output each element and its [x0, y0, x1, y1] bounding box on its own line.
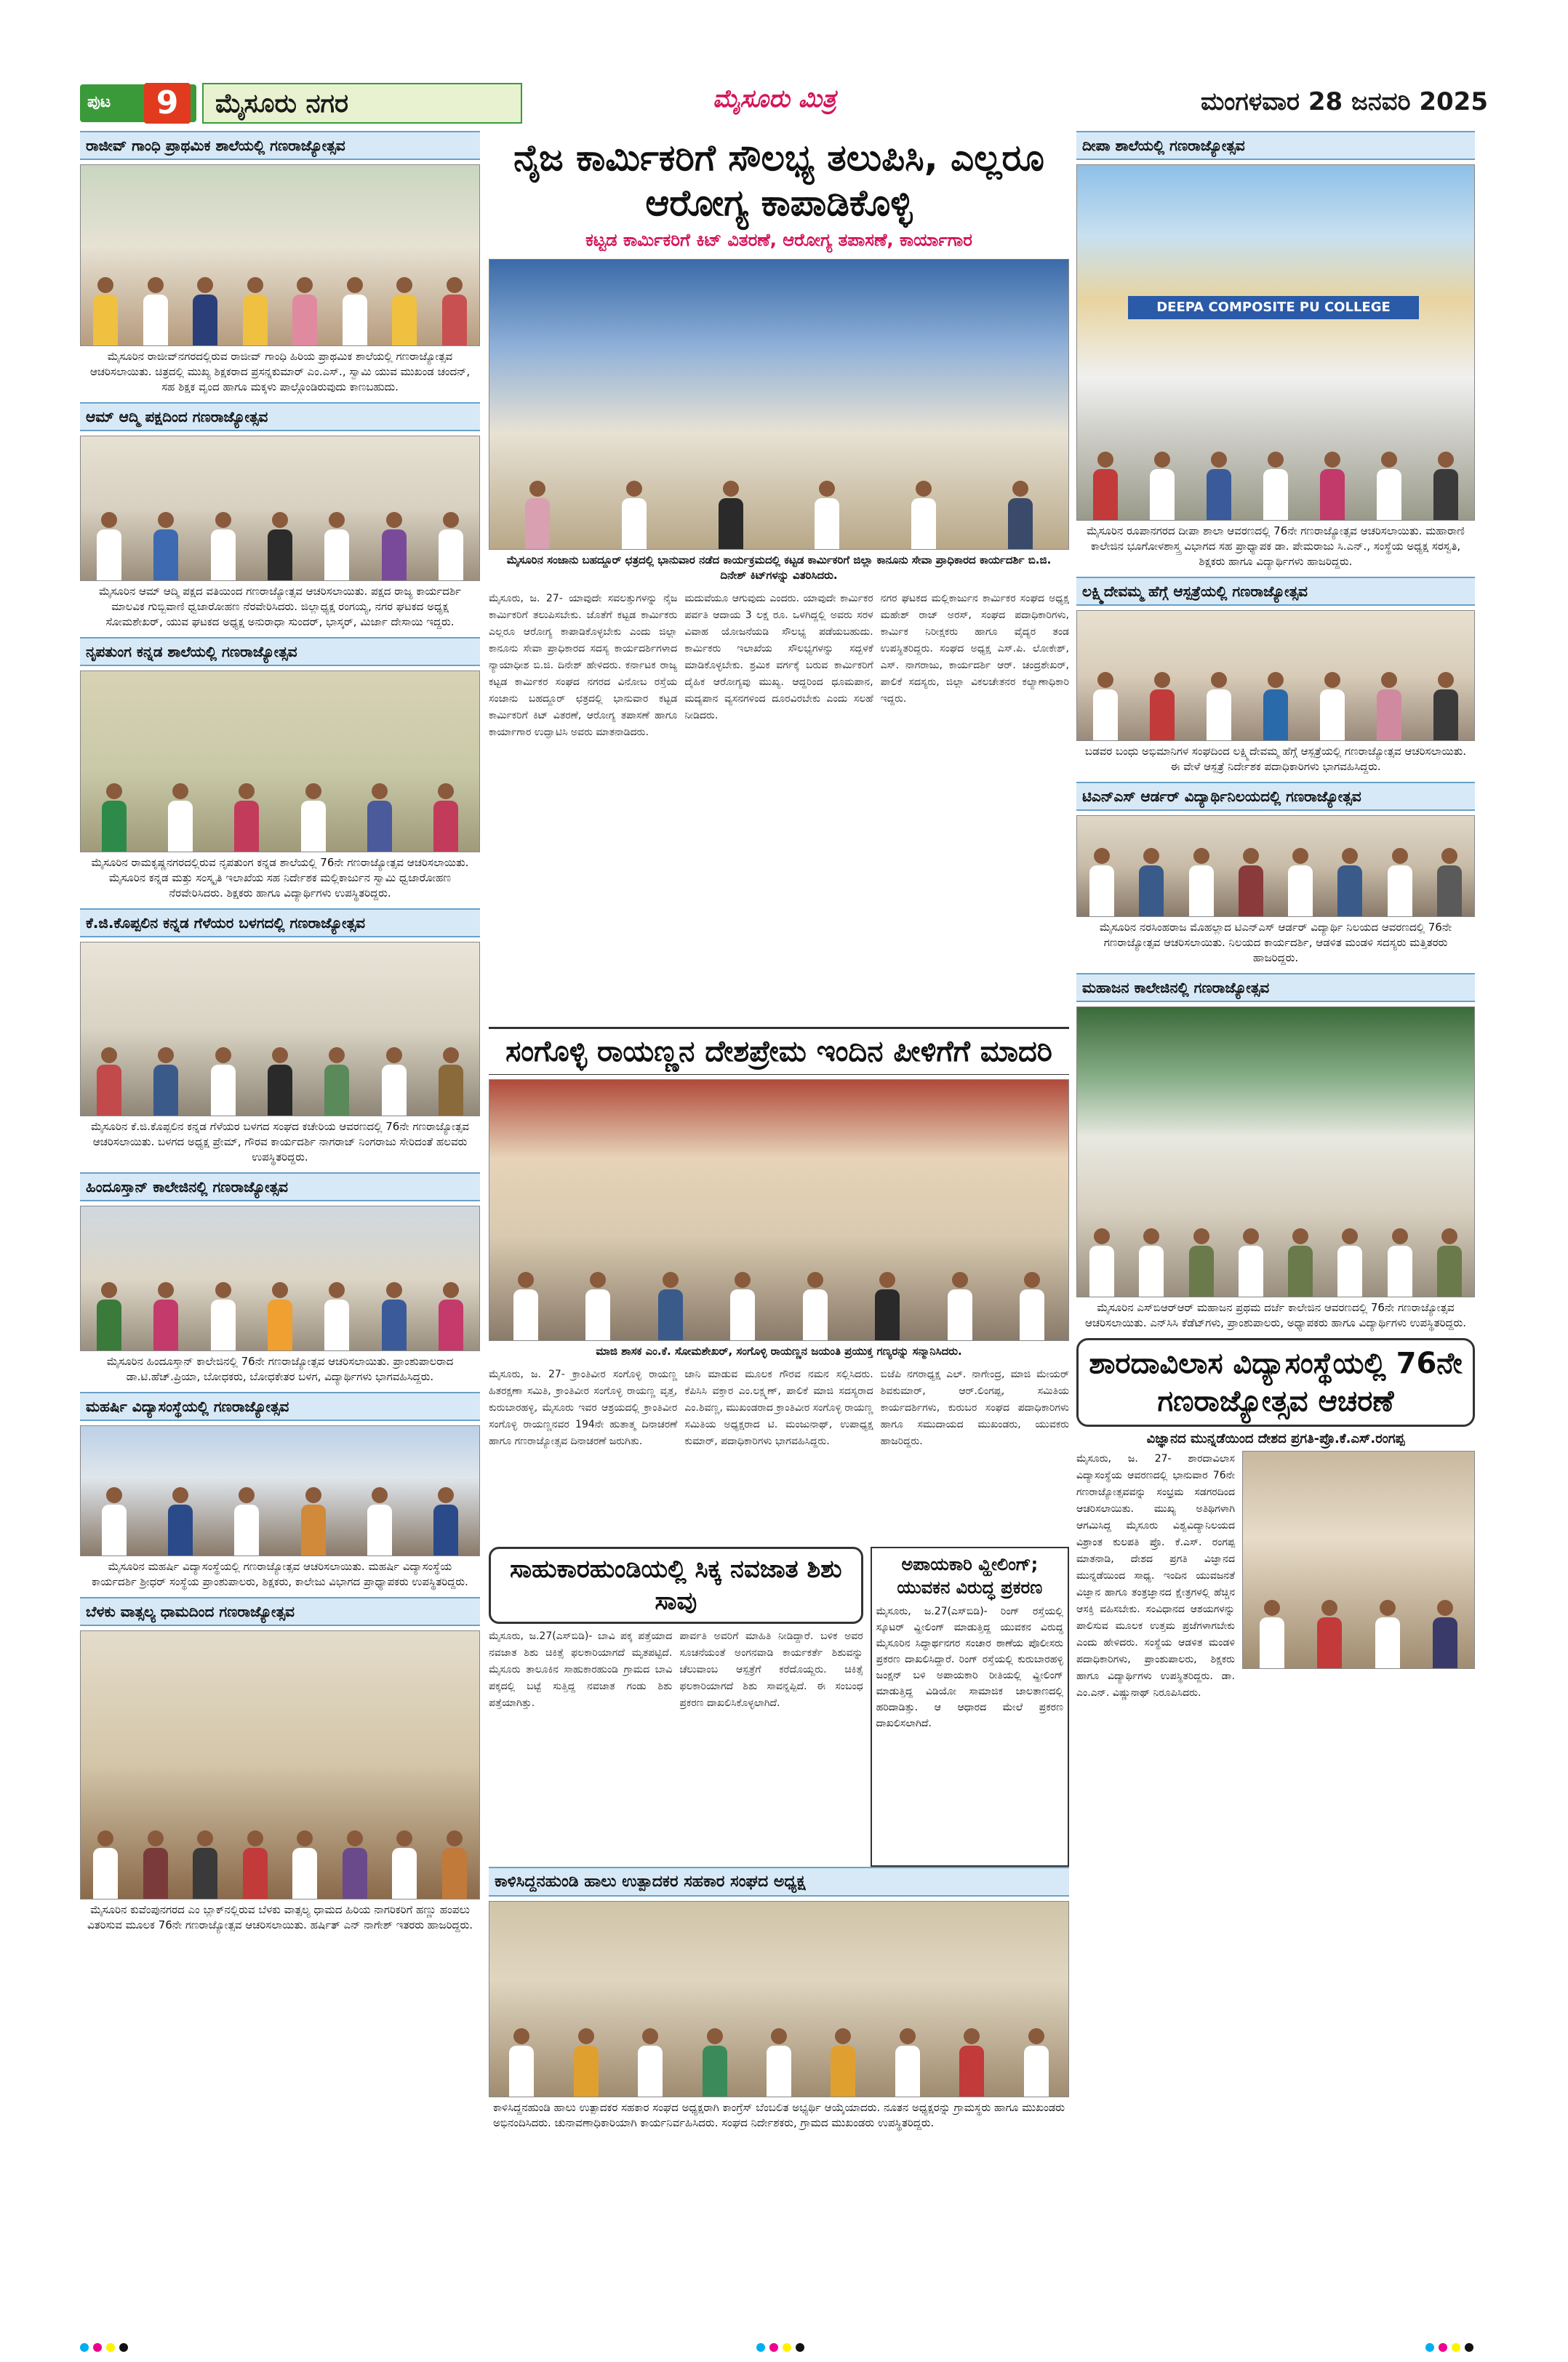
photo-caption: ಮೈಸೂರಿನ ರಾಜೀವ್‌ನಗರದಲ್ಲಿರುವ ರಾಜೀವ್ ಗಾಂಧಿ ಹಿರಿಯ ಪ್ರಾಥಮಿಕ ಶಾಲೆಯಲ್ಲಿ ಗಣರಾಜ್ಯೋತ್ಸವ ಆಚರಿಸಲಾಯಿತು. ಚಿತ್ರದಲ್ಲಿ ಮುಖ್ಯ ಶಿಕ್ಷಕರಾದ ಪ್ರಸನ್ನಕುಮಾರ್ ಎಂ.ಎಸ್., ಸ್ವಾಮಿ ಯುವ ಮುಖಂಡ ಚಂದನ್, ಸಹ ಶಿಕ್ಷಕ ವೃಂದ ಹಾಗೂ ಮಕ್ಕಳು ಪಾಲ್ಗೊಂಡಿರುವುದು ಕಾಣಬಹುದು. — [89, 350, 471, 393]
article-column: ಜಾನಿ ಮಾಡುವ ಮೂಲಕ ಗೌರವ ನಮನ ಸಲ್ಲಿಸಿದರು. ಕೆಪಿಸಿಸಿ ವಕ್ತಾರ ಎಂ.ಲಕ್ಷ್ಮಣ್, ಪಾಲಿಕೆ ಮಾಜಿ ಸದಸ್ಯರಾದ ಎಂ.ಶಿವಣ್ಣ, ಮುಖಂಡರಾದ ಕ್ರಾಂತಿವೀರ ಸಂಗೊಳ್ಳಿ ರಾಯಣ್ಣ ಸಮಿತಿಯ ಅಧ್ಯಕ್ಷರಾದ ಟಿ. ಮಂಜುನಾಥ್, ಉಪಾಧ್ಯಕ್ಷ ಕುಮಾರ್, ಪದಾಧಿಕಾರಿಗಳು ಭಾಗವಹಿಸಿದ್ದರು. — [684, 1369, 873, 1447]
feature-headline: ಶಾರದಾವಿಲಾಸ ವಿದ್ಯಾಸಂಸ್ಥೆಯಲ್ಲಿ 76ನೇ ಗಣರಾಜ್ಯೋತ್ಸವ ಆಚರಣೆ — [1076, 1338, 1475, 1427]
news-item — [1076, 782, 1475, 973]
paper-logo — [713, 84, 887, 122]
story2-photo — [489, 1079, 1069, 1341]
section-tab — [202, 83, 522, 124]
masthead — [80, 80, 1488, 127]
article-column: ಪಾರ್ವತಿ ಅವರಿಗೆ ಮಾಹಿತಿ ನೀಡಿದ್ದಾರೆ. ಬಳಿಕ ಅವರ ಸೂಚನೆಯಂತೆ ಅಂಗನವಾಡಿ ಕಾರ್ಯಕರ್ತೆ ಶಿಶುವನ್ನು ಚೆಲುವಾಂಬ ಆಸ್ಪತ್ರೆಗೆ ಕರೆದೊಯ್ದರು. ಚಿಕಿತ್ಸೆ ಫಲಕಾರಿಯಾಗದೆ ಶಿಶು ಸಾವನ್ನಪ್ಪಿದೆ. ಈ ಸಂಬಂಧ ಪ್ರಕರಣ ದಾಖಲಿಸಿಕೊಳ್ಳಲಾಗಿದೆ. — [679, 1630, 863, 1709]
story4-headline: ಅಪಾಯಕಾರಿ ವ್ಹೀಲಿಂಗ್; ಯುವಕನ ವಿರುದ್ಧ ಪ್ರಕರಣ — [897, 1554, 1043, 1598]
item-headline: ಬೆಳಕು ವಾತ್ಸಲ್ಯ ಧಾಮದಿಂದ ಗಣರಾಜ್ಯೋತ್ಸವ — [80, 1597, 480, 1626]
lead-caption: ಮೈಸೂರಿನ ಸಂಜಾನು ಬಹದ್ದೂರ್ ಛತ್ರದಲ್ಲಿ ಭಾನುವಾರ ನಡೆದ ಕಾರ್ಯಕ್ರಮದಲ್ಲಿ ಕಟ್ಟಡ ಕಾರ್ಮಿಕರಿಗೆ ಜಿಲ್ಲಾ ಕಾನೂನು ಸೇವಾ ಪ್ರಾಧಿಕಾರದ ಕಾರ್ಯದರ್ಶಿ ಬಿ.ಜಿ. ದಿನೇಶ್ ಕಿಟ್‌ಗಳನ್ನು ವಿತರಿಸಿದರು. — [506, 553, 1052, 582]
article-column: ಮದುವೆಯೂ ಆಗುವುದು ಎಂದರು. ಯಾವುದೇ ಕಾರ್ಮಿಕರ ಪರ್ವತಿ ಆದಾಯ 3 ಲಕ್ಷ ರೂ. ಒಳಗಿದ್ದಲ್ಲಿ ಅವರು ಸರಳ ವಿವಾಹ ಯೋಜನೆಯಡಿ ಸೌಲಭ್ಯ ಪಡೆಯಬಹುದು. ಕಾರ್ಮಿಕರು ಇಲಾಖೆಯ ಸೌಲಭ್ಯಗಳನ್ನು ಸದ್ಬಳಕೆ ಮಾಡಿಕೊಳ್ಳಬೇಕು. ಶ್ರಮಿಕ ವರ್ಗಕ್ಕೆ ಬರುವ ಕಾರ್ಮಿಕರಿಗೆ ದೈಹಿಕ ಆರೋಗ್ಯವು ಮುಖ್ಯ. ಆದ್ದರಿಂದ ಧೂಮಪಾನ, ಮದ್ಯಪಾನ ವ್ಯಸನಗಳಿಂದ ದೂರವಿರಬೇಕು ಎಂದು ಸಲಹೆ ನೀಡಿದರು. — [684, 593, 873, 721]
news-photo — [1076, 164, 1475, 521]
news-item — [80, 908, 480, 1172]
news-item — [80, 402, 480, 637]
photo-caption: ಮೈಸೂರಿನ ಕುವೆಂಪುನಗರದ ಎಂ ಬ್ಲಾಕ್‌ನಲ್ಲಿರುವ ಬೆಳಕು ವಾತ್ಸಲ್ಯ ಧಾಮದ ಹಿರಿಯ ನಾಗರಿಕರಿಗೆ ಹಣ್ಣು ಹಂಪಲು ವಿತರಿಸುವ ಮೂಲಕ 76ನೇ ಗಣರಾಜ್ಯೋತ್ಸವ ಆಚರಿಸಲಾಯಿತು. ಹರ್ಷಿತ್ ಎನ್ ನಾಗೇಶ್ ಇತರರು ಹಾಜರಿದ್ದರು. — [87, 1903, 473, 1931]
story4 — [871, 1547, 1069, 1867]
news-photo — [1076, 610, 1475, 741]
news-item — [1076, 973, 1475, 1338]
story3-headline: ಸಾಹುಕಾರಹುಂಡಿಯಲ್ಲಿ ಸಿಕ್ಕ ನವಜಾತ ಶಿಶು ಸಾವು — [489, 1547, 863, 1624]
story5-caption: ಕಾಳಿಸಿದ್ದನಹುಂಡಿ ಹಾಲು ಉತ್ಪಾದಕರ ಸಹಕಾರ ಸಂಘದ ಅಧ್ಯಕ್ಷರಾಗಿ ಕಾಂಗ್ರೆಸ್ ಬೆಂಬಲಿತ ಅಭ್ಯರ್ಥಿ ಆಯ್ಕೆಯಾದರು. ನೂತನ ಅಧ್ಯಕ್ಷರನ್ನು ಗ್ರಾಮಸ್ಥರು ಹಾಗೂ ಮುಖಂಡರು ಅಭಿನಂದಿಸಿದರು. ಚುನಾವಣಾಧಿಕಾರಿಯಾಗಿ ಕಾರ್ಯನಿರ್ವಹಿಸಿದರು. ಸಂಘದ ನಿರ್ದೇಶಕರು, ಗ್ರಾಮದ ಮುಖಂಡರು ಉಪಸ್ಥಿತರಿದ್ದರು. — [493, 2101, 1065, 2129]
news-photo — [80, 164, 480, 346]
section-title: ಮೈಸೂರು ನಗರ — [215, 89, 349, 119]
news-photo — [1076, 1006, 1475, 1297]
article-column: ಮೈಸೂರು, ಜ.27(ಎಸ್‌ಬಿಡಿ)- ಬಾವಿ ಪಕ್ಕ ಪತ್ತೆಯಾದ ನವಜಾತ ಶಿಶು ಚಿಕಿತ್ಸೆ ಫಲಕಾರಿಯಾಗದೆ ಮೃತಪಟ್ಟಿದೆ. ಮೈಸೂರು ತಾಲೂಕಿನ ಸಾಹುಕಾರಹುಂಡಿ ಗ್ರಾಮದ ಬಾವಿ ಪಕ್ಕದಲ್ಲಿ ಬಟ್ಟೆ ಸುತ್ತಿದ್ದ ನವಜಾತ ಗಂಡು ಶಿಶು ಪತ್ತೆಯಾಗಿತ್ತು. — [489, 1630, 673, 1709]
photo-caption: ಮೈಸೂರಿನ ಎಸ್‌ಬಿಆರ್‌ಆರ್ ಮಹಾಜನ ಪ್ರಥಮ ದರ್ಜೆ ಕಾಲೇಜಿನ ಆವರಣದಲ್ಲಿ 76ನೇ ಗಣರಾಜ್ಯೋತ್ಸವ ಆಚರಿಸಲಾಯಿತು. ಎನ್‌ಸಿಸಿ ಕೆಡೆಟ್‌ಗಳು, ಪ್ರಾಂಶುಪಾಲರು, ಅಧ್ಯಾಪಕರು ಹಾಗೂ ವಿದ್ಯಾರ್ಥಿಗಳು ಉಪಸ್ಥಿತರಿದ್ದರು. — [1084, 1301, 1467, 1329]
printer-marks — [1425, 2343, 1473, 2352]
news-item — [80, 637, 480, 908]
lead-article-text — [489, 590, 1069, 1027]
news-photo — [80, 1630, 480, 1899]
feature-text-content: ಮೈಸೂರು, ಜ. 27- ಶಾರದಾವಿಲಾಸ ವಿದ್ಯಾಸಂಸ್ಥೆಯ ಆವರಣದಲ್ಲಿ ಭಾನುವಾರ 76ನೇ ಗಣರಾಜ್ಯೋತ್ಸವವನ್ನು ಸಂಭ್ರಮ ಸಡಗರದಿಂದ ಆಚರಿಸಲಾಯಿತು. ಮುಖ್ಯ ಅತಿಥಿಗಳಾಗಿ ಆಗಮಿಸಿದ್ದ ಮೈಸೂರು ವಿಶ್ವವಿದ್ಯಾನಿಲಯದ ವಿಶ್ರಾಂತ ಕುಲಪತಿ ಪ್ರೊ. ಕೆ.ಎಸ್. ರಂಗಪ್ಪ ಮಾತನಾಡಿ, ದೇಶದ ಪ್ರಗತಿ ವಿಜ್ಞಾನದ ಮುನ್ನಡೆಯಿಂದ ಸಾಧ್ಯ. ಇಂದಿನ ಯುವಜನತೆ ವಿಜ್ಞಾನ ಹಾಗೂ ತಂತ್ರಜ್ಞಾನದ ಕ್ಷೇತ್ರಗಳಲ್ಲಿ ಹೆಚ್ಚಿನ ಆಸಕ್ತಿ ವಹಿಸಬೇಕು. ಸಂವಿಧಾನದ ಆಶಯಗಳನ್ನು ಪಾಲಿಸುವ ಮೂಲಕ ಉತ್ತಮ ಪ್ರಜೆಗಳಾಗಬೇಕು ಎಂದು ಹೇಳಿದರು. ಸಂಸ್ಥೆಯ ಆಡಳಿತ ಮಂಡಳಿ ಪದಾಧಿಕಾರಿಗಳು, ಪ್ರಾಂಶುಪಾಲರು, ಶಿಕ್ಷಕರು ಹಾಗೂ ವಿದ್ಯಾರ್ಥಿಗಳು ಉಪಸ್ಥಿತರಿದ್ದರು. ಡಾ. ಎಂ.ಎನ್. ವಿಷ್ಣುನಾಥ್ ನಿರೂಪಿಸಿದರು. — [1076, 1453, 1235, 1699]
feature-photo — [1242, 1451, 1475, 1669]
photo-caption: ಮೈಸೂರಿನ ಆಮ್ ಆದ್ಮಿ ಪಕ್ಷದ ವತಿಯಿಂದ ಗಣರಾಜ್ಯೋತ್ಸವ ಆಚರಿಸಲಾಯಿತು. ಪಕ್ಷದ ರಾಜ್ಯ ಕಾರ್ಯದರ್ಶಿ ಮಾಲವಿಕ ಗುಬ್ಬಿವಾಣಿ ಧ್ವಜಾರೋಹಣ ನೆರವೇರಿಸಿದರು. ಜಿಲ್ಲಾಧ್ಯಕ್ಷ ರಂಗಯ್ಯ, ನಗರ ಘಟಕದ ಅಧ್ಯಕ್ಷ ಸೋಮಶೇಖರ್, ಯುವ ಘಟಕದ ಅಧ್ಯಕ್ಷ ಅನುರಾಧಾ ಸುಂದರ್, ಭಾಸ್ಕರ್, ಮಿರ್ಜಾ ದೇಸಾಯಿ ಇದ್ದರು. — [99, 585, 461, 628]
news-photo — [80, 436, 480, 581]
college-banner: DEEPA COMPOSITE PU COLLEGE — [1128, 296, 1419, 319]
story5-headline: ಕಾಳಿಸಿದ್ದನಹುಂಡಿ ಹಾಲು ಉತ್ಪಾದಕರ ಸಹಕಾರ ಸಂಘದ ಅಧ್ಯಕ್ಷ — [489, 1867, 1069, 1897]
printer-marks — [80, 2343, 128, 2352]
article-column: ಬಿಜೆಪಿ ನಗರಾಧ್ಯಕ್ಷ ಎಲ್. ನಾಗೇಂದ್ರ, ಮಾಜಿ ಮೇಯರ್ ಶಿವಕುಮಾರ್, ಆರ್.ಲಿಂಗಪ್ಪ, ಸಮಿತಿಯ ಕಾರ್ಯದರ್ಶಿಗಳು, ಕುರುಬರ ಸಂಘದ ಪದಾಧಿಕಾರಿಗಳು ಹಾಗೂ ಸಮುದಾಯದ ಮುಖಂಡರು, ಯುವಕರು ಹಾಜರಿದ್ದರು. — [880, 1369, 1069, 1447]
lead-headline: ನೈಜ ಕಾರ್ಮಿಕರಿಗೆ ಸೌಲಭ್ಯ ತಲುಪಿಸಿ, ಎಲ್ಲರೂ ಆರೋಗ್ಯ ಕಾಪಾಡಿಕೊಳ್ಳಿ — [513, 137, 1044, 224]
story5-photo — [489, 1901, 1069, 2097]
photo-caption: ಮೈಸೂರಿನ ರೂಪಾನಗರದ ದೀಪಾ ಶಾಲಾ ಆವರಣದಲ್ಲಿ 76ನೇ ಗಣರಾಜ್ಯೋತ್ಸವ ಆಚರಿಸಲಾಯಿತು. ಮಹಾರಾಣಿ ಕಾಲೇಜಿನ ಭೂಗೋಳಶಾಸ್ತ್ರ ವಿಭಾಗದ ಸಹ ಪ್ರಾಧ್ಯಾಪಕ ಡಾ. ಪೇಮರಾಜು ಸಿ.ಎನ್., ಸಂಸ್ಥೆಯ ಅಧ್ಯಕ್ಷ ಸರಸ್ವತಿ, ಶಿಕ್ಷಕರು ಹಾಗೂ ವಿದ್ಯಾರ್ಥಿಗಳು ಹಾಜರಿದ್ದರು. — [1087, 524, 1465, 568]
photo-caption: ಮೈಸೂರಿನ ಕೆ.ಜಿ.ಕೊಪ್ಪಲಿನ ಕನ್ನಡ ಗೆಳೆಯರ ಬಳಗದ ಸಂಘದ ಕಚೇರಿಯ ಆವರಣದಲ್ಲಿ 76ನೇ ಗಣರಾಜ್ಯೋತ್ಸವ ಆಚರಿಸಲಾಯಿತು. ಬಳಗದ ಅಧ್ಯಕ್ಷ ಪ್ರೇಮ್, ಗೌರವ ಕಾರ್ಯದರ್ಶಿ ನಾಗರಾಜ್ ನಿಂಗರಾಜು ಸೇರಿದಂತೆ ಹಲವರು ಉಪಸ್ಥಿತರಿದ್ದರು. — [90, 1120, 470, 1164]
news-item — [1076, 577, 1475, 782]
photo-caption: ಮೈಸೂರಿನ ರಾಮಕೃಷ್ಣನಗರದಲ್ಲಿರುವ ನೃಪತುಂಗ ಕನ್ನಡ ಶಾಲೆಯಲ್ಲಿ 76ನೇ ಗಣರಾಜ್ಯೋತ್ಸವ ಆಚರಿಸಲಾಯಿತು. ಮೈಸೂರಿನ ಕನ್ನಡ ಮತ್ತು ಸಂಸ್ಕೃತಿ ಇಲಾಖೆಯ ಸಹ ನಿರ್ದೇಶಕ ಮಲ್ಲಿಕಾರ್ಜುನ ಸ್ವಾಮಿ ಧ್ವಜಾರೋಹಣ ನೆರವೇರಿಸಿದರು. ಶಿಕ್ಷಕರು ಹಾಗೂ ವಿದ್ಯಾರ್ಥಿಗಳು ಉಪಸ್ಥಿತರಿದ್ದರು. — [91, 856, 469, 900]
item-headline: ಕೆ.ಜಿ.ಕೊಪ್ಪಲಿನ ಕನ್ನಡ ಗೆಳೆಯರ ಬಳಗದಲ್ಲಿ ಗಣರಾಜ್ಯೋತ್ಸವ — [80, 908, 480, 937]
issue-date: ಮಂಗಳವಾರ 28 ಜನವರಿ 2025 — [1200, 87, 1488, 116]
bottom-stories — [489, 1547, 1069, 1867]
feature-subheadline: ವಿಜ್ಞಾನದ ಮುನ್ನಡೆಯಿಂದ ದೇಶದ ಪ್ರಗತಿ-ಪ್ರೊ.ಕೆ.ಎಸ್.ರಂಗಪ್ಪ — [1146, 1431, 1405, 1446]
news-item — [1076, 131, 1475, 577]
photo-caption: ಮೈಸೂರಿನ ನರಸಿಂಹರಾಜ ಮೊಹಲ್ಲಾದ ಟಿಎನ್‌ಎಸ್ ಆರ್ಡರ್ ವಿದ್ಯಾರ್ಥಿ ನಿಲಯದ ಆವರಣದಲ್ಲಿ 76ನೇ ಗಣರಾಜ್ಯೋತ್ಸವ ಆಚರಿಸಲಾಯಿತು. ನಿಲಯದ ಕಾರ್ಯದರ್ಶಿ, ಆಡಳಿತ ಮಂಡಳಿ ಸದಸ್ಯರು ಮತ್ತಿತರರು ಹಾಜರಿದ್ದರು. — [1099, 921, 1452, 964]
right-column — [1076, 131, 1475, 1931]
feature-body — [1076, 1451, 1475, 1931]
page-number: 9 — [144, 83, 191, 124]
photo-caption: ಬಡವರ ಬಂಧು ಅಭಿಮಾನಿಗಳ ಸಂಘದಿಂದ ಲಕ್ಷ್ಮಿದೇವಮ್ಮ ಹೆಗ್ಗೆ ಆಸ್ಪತ್ರೆಯಲ್ಲಿ ಗಣರಾಜ್ಯೋತ್ಸವ ಆಚರಿಸಲಾಯಿತು. ಈ ವೇಳೆ ಆಸ್ಪತ್ರೆ ನಿರ್ದೇಶಕ ಪದಾಧಿಕಾರಿಗಳು ಭಾಗವಹಿಸಿದ್ದರು. — [1084, 745, 1467, 773]
lead-photo — [489, 259, 1069, 550]
photo-caption: ಮೈಸೂರಿನ ಮಹರ್ಷಿ ವಿದ್ಯಾಸಂಸ್ಥೆಯಲ್ಲಿ ಗಣರಾಜ್ಯೋತ್ಸವ ಆಚರಿಸಲಾಯಿತು. ಮಹರ್ಷಿ ವಿದ್ಯಾಸಂಸ್ಥೆಯ ಕಾರ್ಯದರ್ಶಿ ಶ್ರೀಧರ್ ಸಂಸ್ಥೆಯ ಪ್ರಾಂಶುಪಾಲರು, ಶಿಕ್ಷಕರು, ಕಾಲೇಜು ವಿಭಾಗದ ಪ್ರಾಧ್ಯಾಪಕರು ಉಪಸ್ಥಿತರಿದ್ದರು. — [92, 1560, 468, 1588]
news-item — [80, 131, 480, 402]
page-label: ಪುಟ — [87, 93, 111, 111]
feature-story — [1076, 1338, 1475, 1931]
photo-caption: ಮೈಸೂರಿನ ಹಿಂದೂಸ್ತಾನ್ ಕಾಲೇಜಿನಲ್ಲಿ 76ನೇ ಗಣರಾಜ್ಯೋತ್ಸವ ಆಚರಿಸಲಾಯಿತು. ಪ್ರಾಂಶುಪಾಲರಾದ ಡಾ.ಟಿ.ಹೆಚ್.ಪ್ರಿಯಾ, ಬೋಧಕರು, ಬೋಧಕೇತರ ಬಳಗ, ವಿದ್ಯಾರ್ಥಿಗಳು ಭಾಗವಹಿಸಿದ್ದರು. — [106, 1355, 454, 1383]
news-photo — [80, 670, 480, 852]
item-headline: ಮಹರ್ಷಿ ವಿದ್ಯಾಸಂಸ್ಥೆಯಲ್ಲಿ ಗಣರಾಜ್ಯೋತ್ಸವ — [80, 1392, 480, 1421]
story2-text — [489, 1366, 1069, 1541]
news-item — [80, 1597, 480, 1940]
news-item — [80, 1392, 480, 1597]
news-photo — [80, 1425, 480, 1556]
item-headline: ಆಮ್ ಆದ್ಮಿ ಪಕ್ಷದಿಂದ ಗಣರಾಜ್ಯೋತ್ಸವ — [80, 402, 480, 431]
item-headline: ನೃಪತುಂಗ ಕನ್ನಡ ಶಾಲೆಯಲ್ಲಿ ಗಣರಾಜ್ಯೋತ್ಸವ — [80, 637, 480, 666]
story2-caption: ಮಾಜಿ ಶಾಸಕ ಎಂ.ಕೆ. ಸೋಮಶೇಖರ್, ಸಂಗೊಳ್ಳಿ ರಾಯಣ್ಣನ ಜಯಂತಿ ಪ್ರಯುಕ್ತ ಗಣ್ಯರನ್ನು ಸನ್ಮಾನಿಸಿದರು. — [596, 1345, 962, 1358]
article-column: ಮೈಸೂರು, ಜ. 27- ಯಾವುದೇ ಸವಲತ್ತುಗಳನ್ನು ನೈಜ ಕಾರ್ಮಿಕರಿಗೆ ತಲುಪಿಸಬೇಕು. ಜೊತೆಗೆ ಕಟ್ಟಡ ಕಾರ್ಮಿಕರು ಎಲ್ಲರೂ ಆರೋಗ್ಯ ಕಾಪಾಡಿಕೊಳ್ಳಬೇಕು ಎಂದು ಜಿಲ್ಲಾ ಕಾನೂನು ಸೇವಾ ಪ್ರಾಧಿಕಾರದ ಸದಸ್ಯ ಕಾರ್ಯದರ್ಶಿಗಳಾದ ನ್ಯಾಯಾಧೀಶ ಬಿ.ಜಿ. ದಿನೇಶ್ ಹೇಳಿದರು. ಕರ್ನಾಟಕ ರಾಜ್ಯ ಕಟ್ಟಡ ಕಾರ್ಮಿಕರ ಸಂಘದ ನಗರದ ವಿನೋಬ ರಸ್ತೆಯ ಸಂಜಾನು ಬಹದ್ದೂರ್ ಛತ್ರದಲ್ಲಿ ಭಾನುವಾರ ಕಟ್ಟಡ ಕಾರ್ಮಿಕರಿಗೆ ಕಿಟ್ ವಿತರಣೆ, ಆರೋಗ್ಯ ತಪಾಸಣೆ ಹಾಗೂ ಕಾರ್ಯಾಗಾರ ಉದ್ಘಾಟಿಸಿ ಅವರು ಮಾತನಾಡಿದರು. — [489, 593, 678, 738]
center-column — [489, 131, 1069, 2163]
paper-name: ಮೈಸೂರು ಮಿತ್ರ — [713, 84, 836, 113]
story2-headline: ಸಂಗೊಳ್ಳಿ ರಾಯಣ್ಣನ ದೇಶಪ್ರೇಮ ಇಂದಿನ ಪೀಳಿಗೆಗೆ ಮಾದರಿ — [489, 1027, 1069, 1075]
item-headline: ಲಕ್ಷ್ಮಿದೇವಮ್ಮ ಹೆಗ್ಗೆ ಆಸ್ಪತ್ರೆಯಲ್ಲಿ ಗಣರಾಜ್ಯೋತ್ಸವ — [1076, 577, 1475, 606]
news-photo — [80, 942, 480, 1116]
news-photo — [80, 1206, 480, 1351]
item-headline: ಹಿಂದೂಸ್ತಾನ್ ಕಾಲೇಜಿನಲ್ಲಿ ಗಣರಾಜ್ಯೋತ್ಸವ — [80, 1172, 480, 1201]
article-column: ಮೈಸೂರು, ಜ. 27- ಕ್ರಾಂತಿವೀರ ಸಂಗೊಳ್ಳಿ ರಾಯಣ್ಣ ಹಿತರಕ್ಷಣಾ ಸಮಿತಿ, ಕ್ರಾಂತಿವೀರ ಸಂಗೊಳ್ಳಿ ರಾಯಣ್ಣ ವೃತ್ತ, ಕುರುಬಾರಹಳ್ಳಿ, ಮೈಸೂರು ಇವರ ಆಶ್ರಯದಲ್ಲಿ ಕ್ರಾಂತಿವೀರ ಸಂಗೊಳ್ಳಿ ರಾಯಣ್ಣನವರ 194ನೇ ಹುತಾತ್ಮ ದಿನಾಚರಣೆ ಹಾಗೂ ಗಣರಾಜ್ಯೋತ್ಸವ ದಿನಾಚರಣೆ ಜರುಗಿತು. — [489, 1369, 678, 1447]
item-headline: ಟಿಎನ್‌ಎಸ್ ಆರ್ಡರ್ ವಿದ್ಯಾರ್ಥಿನಿಲಯದಲ್ಲಿ ಗಣರಾಜ್ಯೋತ್ಸವ — [1076, 782, 1475, 811]
printer-marks — [756, 2343, 804, 2352]
item-headline: ಮಹಾಜನ ಕಾಲೇಜಿನಲ್ಲಿ ಗಣರಾಜ್ಯೋತ್ಸವ — [1076, 973, 1475, 1002]
page-badge — [80, 84, 196, 122]
item-headline: ರಾಜೀವ್ ಗಾಂಧಿ ಪ್ರಾಥಮಿಕ ಶಾಲೆಯಲ್ಲಿ ಗಣರಾಜ್ಯೋತ್ಸವ — [80, 131, 480, 160]
article-column: ನಗರ ಘಟಕದ ಮಲ್ಲಿಕಾರ್ಜುನ ಕಾರ್ಮಿಕರ ಸಂಘದ ಅಧ್ಯಕ್ಷ ಮಹೇಶ್ ರಾಜ್ ಅರಸ್, ಸಂಘದ ಪದಾಧಿಕಾರಿಗಳು, ಕಾರ್ಮಿಕ ನಿರೀಕ್ಷಕರು ಹಾಗೂ ವೈದ್ಯರ ತಂಡ ಉಪಸ್ಥಿತರಿದ್ದರು. ಸಂಘದ ಅಧ್ಯಕ್ಷ ಎಸ್.ಪಿ. ಲೋಕೇಶ್, ಎಸ್. ನಾಗರಾಜು, ಕಾರ್ಯದರ್ಶಿ ಆರ್. ಚಂದ್ರಶೇಖರ್, ಪಾಲಿಕೆ ಸದಸ್ಯರು, ಜಿಲ್ಲಾ ವಿಕಲಚೇತನರ ಕಲ್ಯಾಣಾಧಿಕಾರಿ ಇದ್ದರು. — [880, 593, 1069, 705]
story4-text: ಮೈಸೂರು, ಜ.27(ಎಸ್‌ಬಿಡಿ)- ರಿಂಗ್ ರಸ್ತೆಯಲ್ಲಿ ಸ್ಕೂಟರ್ ವ್ಹೀಲಿಂಗ್ ಮಾಡುತ್ತಿದ್ದ ಯುವಕನ ವಿರುದ್ಧ ಮೈಸೂರಿನ ಸಿದ್ಧಾರ್ಥನಗರ ಸಂಚಾರ ಠಾಣೆಯ ಪೊಲೀಸರು ಪ್ರಕರಣ ದಾಖಲಿಸಿದ್ದಾರೆ. ರಿಂಗ್ ರಸ್ತೆಯಲ್ಲಿ ಕುರುಬಾರಹಳ್ಳಿ ಜಂಕ್ಷನ್ ಬಳಿ ಅಪಾಯಕಾರಿ ರೀತಿಯಲ್ಲಿ ವ್ಹೀಲಿಂಗ್ ಮಾಡುತ್ತಿದ್ದ ವಿಡಿಯೋ ಸಾಮಾಜಿಕ ಜಾಲತಾಣದಲ್ಲಿ ಹರಿದಾಡಿತ್ತು. ಆ ಆಧಾರದ ಮೇಲೆ ಪ್ರಕರಣ ದಾಖಲಿಸಲಾಗಿದೆ. — [876, 1606, 1063, 1729]
news-photo — [1076, 815, 1475, 917]
item-headline: ದೀಪಾ ಶಾಲೆಯಲ್ಲಿ ಗಣರಾಜ್ಯೋತ್ಸವ — [1076, 131, 1475, 160]
lead-subheadline: ಕಟ್ಟಡ ಕಾರ್ಮಿಕರಿಗೆ ಕಿಟ್ ವಿತರಣೆ, ಆರೋಗ್ಯ ತಪಾಸಣೆ, ಕಾರ್ಯಾಗಾರ — [585, 230, 972, 250]
news-item — [80, 1172, 480, 1392]
left-column — [80, 131, 480, 1940]
story3 — [489, 1547, 863, 1867]
